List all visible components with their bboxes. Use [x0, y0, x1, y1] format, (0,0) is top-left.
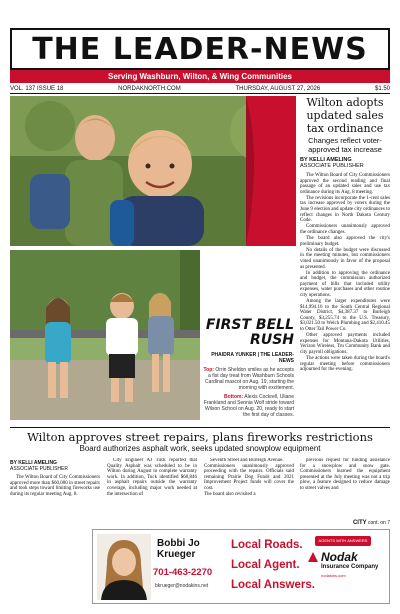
nodak-logo-text: Nodak [321, 550, 358, 564]
side-story-byline: BY KELLI AMELING [300, 157, 352, 163]
side-story-role: ASSOCIATE PUBLISHER [300, 163, 364, 169]
top-photo-caption [202, 367, 294, 391]
top-caption-label: Top: [203, 367, 214, 373]
slogan-line: Local Answers. [231, 579, 315, 591]
side-story-dek: Changes reflect voter-approved tax increase [308, 136, 382, 154]
ad-badge: AGENTS WITH ANSWERS [315, 536, 371, 546]
side-paragraph: The revisions incorporate the 1-cent sales tax increase approved by voters during the June 9 election and update city ordinances to reflect changes in North Dakota Century Code. [300, 195, 390, 224]
ad-website[interactable]: nodakins.com [321, 573, 346, 578]
agent-portrait [97, 534, 151, 600]
photo-feature-title: FIRST BELL RUSH [205, 317, 294, 348]
nodak-logo [307, 550, 383, 598]
slogan-line: Local Roads. [231, 539, 303, 551]
masthead [10, 28, 390, 70]
side-story [300, 96, 390, 426]
slogan-line: Local Agent. [231, 559, 300, 571]
side-story-headline[interactable]: Wilton adopts updated sales tax ordinance [306, 96, 384, 135]
top-caption-text: Orrin Sheldon smiles as he accepts a fist day treat from Washburn Schools Cardinal mascot on Aug. 19, starting the morning with excitement. [205, 367, 294, 391]
main-column-text: The Wilton Board of City Commissioners approved more than $60,000 in street repairs and took steps toward limiting fireworks use during its regular meeting Aug. 8. [10, 475, 100, 497]
side-paragraph: Other approved payments included expenses for Montana-Dakota Utilities, Verizon Wireless, Tru Community Bank and city payroll obligations. [300, 333, 390, 355]
side-paragraph: The actions were taken during the board's regular meeting before commissioners adjourned for the evening. [300, 356, 390, 373]
photo-caption-block [202, 318, 294, 420]
section-divider [10, 427, 390, 428]
main-story-role: ASSOCIATE PUBLISHER [10, 465, 68, 472]
tagline: Serving Washburn, Wilton, & Wing Communities [10, 70, 390, 83]
agent-phone[interactable]: 701-463-2270 [153, 567, 213, 578]
side-paragraph: The board also approved the city's preliminary budget. [300, 236, 390, 247]
main-story-column-4 [300, 458, 390, 518]
photo-credit: PHAIDRA YUNKER | THE LEADER-NEWS [211, 352, 294, 364]
website-link[interactable]: NORDAKNORTH.COM [118, 85, 181, 92]
insurance-advertisement[interactable] [92, 529, 390, 604]
main-story-column-1 [10, 458, 100, 522]
side-paragraph: The Wilton Board of City Commissioners approved the second reading and final passage of an updated sales and use tax ordinance during its Aug. 8 meeting. [300, 173, 390, 195]
main-story-column-2 [107, 458, 197, 522]
main-column-text: previous request for funding assistance for a snowplow and snow gate. Commissioners learned the equipment presented at the July meeting was not a trip plow, a feature designed to reduce damage to street valves and [300, 458, 390, 491]
bottom-caption-label: Bottom: [223, 394, 244, 400]
volume-issue: VOL. 137 ISSUE 18 [10, 85, 64, 92]
issue-price: $1.50 [374, 85, 390, 92]
nodak-logo-icon [307, 551, 319, 563]
side-story-body [300, 173, 390, 373]
agent-email[interactable]: bkrueger@nodakins.net [155, 583, 209, 589]
main-column-text: Seventh Street and Burleigh Avenue. Commissioners unanimously approved proceeding with the repairs. Officials said remaining Prairie Dog Funds and 2021 Improvement Project funds will cover the cost. The board also revisited a [204, 458, 294, 497]
continued-label: CITY [352, 520, 367, 526]
nodak-logo-subtext: Insurance Company [321, 564, 379, 570]
continued-notice[interactable] [300, 520, 390, 526]
main-story-column-3 [204, 458, 294, 522]
bottom-caption-text: Alexis Cockrell, Uliane Frankland and Sennia Wolf stride toward Wilson School on Aug. 20, ready to start the first day of classes. [203, 394, 294, 418]
main-story-byline: BY KELLI AMELING [10, 460, 57, 466]
photo-bottom-students-walking [10, 250, 200, 420]
side-paragraph: No details of the budget were discussed in the meeting minutes, but commissioners voted unanimously in favor of the proposal as presented. [300, 247, 390, 270]
side-paragraph: In addition to approving the ordinance and budget, the commission authorized payment of bills that included utility expenses, water purchases and other routine city operations. [300, 270, 390, 298]
bottom-photo-caption [202, 394, 294, 418]
agent-name: Bobbi Jo Krueger [157, 538, 200, 560]
issue-date: THURSDAY, AUGUST 27, 2026 [235, 85, 321, 92]
side-paragraph: Commissioners unanimously approved the ordinance changes. [300, 224, 390, 235]
ad-slogan [231, 535, 315, 595]
photo-top-first-day [10, 96, 296, 246]
side-paragraph: Among the larger expenditures were $14,994.16 to the South Central Regional Water District, $4,387.37 to Burleigh County, $3,255.74 to the U.S. Treasury, $3,021.50 to Welch Plumbing and $2,410.45 to Otter Tail Power Co. [300, 299, 390, 333]
main-column-text: City Engineer AJ Tuck reported that Quality Asphalt was scheduled to be in Wilton during August to complete warranty work. In addition, Tuck identified $60,846 in asphalt repairs outside the warranty coverage, including major work needed at the intersection of [107, 458, 197, 497]
main-story-headline[interactable]: Wilton approves street repairs, plans fireworks restrictions [27, 430, 373, 444]
newspaper-title: THE LEADER-NEWS [32, 31, 368, 67]
continued-text: cont. on 7 [368, 520, 390, 526]
issue-info-bar [10, 84, 390, 94]
main-story-dek: Board authorizes asphalt work, seeks updated snowplow equipment [79, 444, 321, 453]
